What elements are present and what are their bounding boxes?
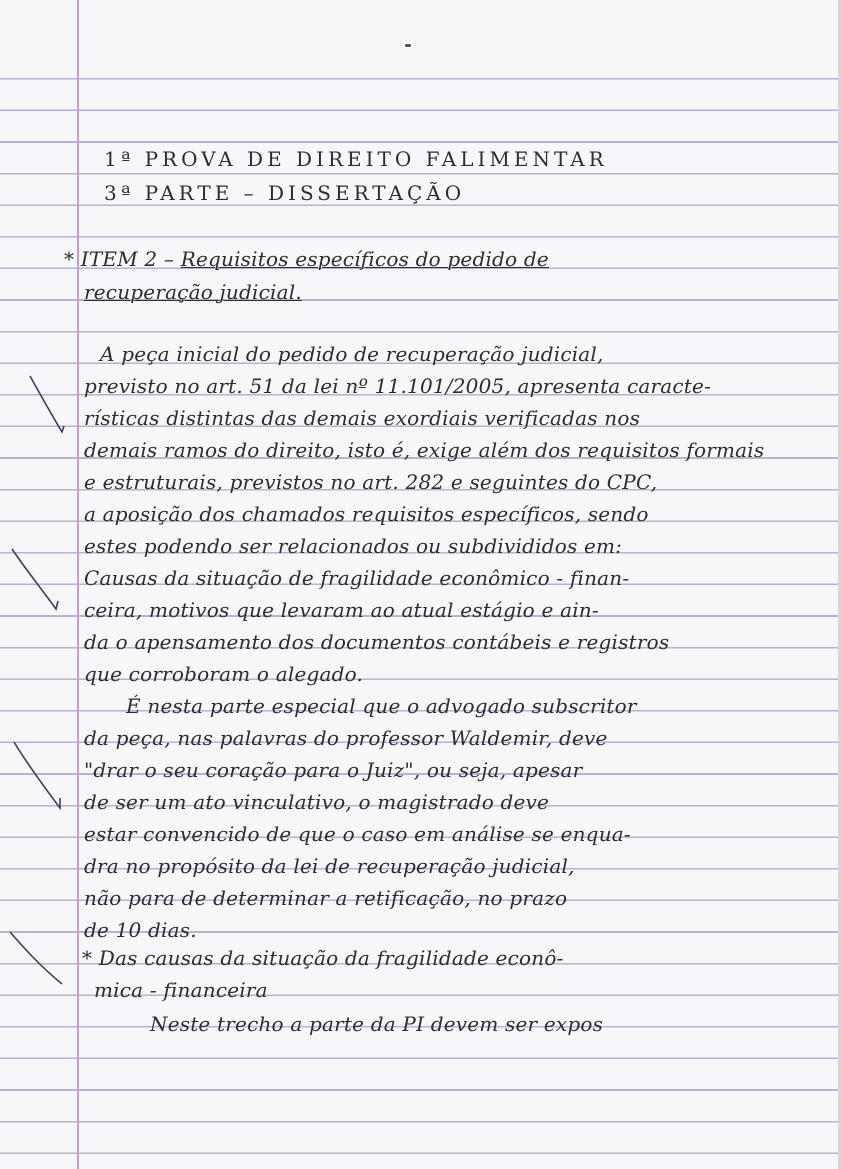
last-line: Neste trecho a parte da PI devem ser expos xyxy=(150,1012,604,1036)
item-heading-line-1 xyxy=(64,246,549,272)
paragraph1-line: a aposição dos chamados requisitos específicos, sendo xyxy=(84,502,649,526)
paragraph2-line: da peça, nas palavras do professor Waldemir, deve xyxy=(84,726,608,750)
paragraph1-line: rísticas distintas das demais exordiais verificadas nos xyxy=(84,406,641,430)
item3-line-2: mica - financeira xyxy=(94,978,268,1002)
check-mark-icon xyxy=(28,370,88,440)
item-heading-marker: * ITEM 2 – xyxy=(64,247,175,271)
check-mark-icon xyxy=(6,930,66,1000)
item3-text: Das causas da situação da fragilidade econô- xyxy=(98,946,564,970)
item3-marker: * xyxy=(82,946,93,970)
item-heading-text: Requisitos específicos do pedido de xyxy=(180,247,549,271)
paper-top-margin xyxy=(0,0,841,70)
paragraph1-line: ceira, motivos que levaram ao atual estágio e ain- xyxy=(84,598,599,622)
paragraph1-line: da o apensamento dos documentos contábeis e registros xyxy=(84,630,670,654)
paragraph2-line: de ser um ato vinculativo, o magistrado deve xyxy=(84,790,550,814)
paragraph1-line: que corroboram o alegado. xyxy=(84,662,364,686)
margin-line xyxy=(77,0,79,1169)
paragraph2-line: dra no propósito da lei de recuperação judicial, xyxy=(84,854,575,878)
paragraph2-line: "drar o seu coração para o Juiz", ou seja, apesar xyxy=(84,758,583,782)
check-mark-icon xyxy=(8,545,68,615)
item3-line-1 xyxy=(82,945,564,971)
paragraph2-line: de 10 dias. xyxy=(84,918,197,942)
title-line-2: 3ª PARTE – DISSERTAÇÃO xyxy=(104,181,466,205)
title-line-1: 1ª PROVA DE DIREITO FALIMENTAR xyxy=(104,147,608,171)
paragraph1-line: demais ramos do direito, isto é, exige além dos requisitos formais xyxy=(84,438,765,462)
paragraph1-line: Causas da situação de fragilidade econômico - finan- xyxy=(84,566,630,590)
check-mark-icon xyxy=(10,740,70,810)
item-heading-line-2: recuperação judicial. xyxy=(84,280,302,304)
ink-speck xyxy=(405,44,411,47)
paragraph1-line: estes podendo ser relacionados ou subdivididos em: xyxy=(84,534,623,558)
paragraph2-line: É nesta parte especial que o advogado subscritor xyxy=(126,694,637,718)
paragraph1-line: A peça inicial do pedido de recuperação judicial, xyxy=(100,342,604,366)
paragraph1-line: previsto no art. 51 da lei nº 11.101/2005, apresenta caracte- xyxy=(84,374,712,398)
paragraph2-line: estar convencido de que o caso em análise se enqua- xyxy=(84,822,631,846)
paragraph1-line: e estruturais, previstos no art. 282 e seguintes do CPC, xyxy=(84,470,658,494)
paragraph2-line: não para de determinar a retificação, no prazo xyxy=(84,886,568,910)
